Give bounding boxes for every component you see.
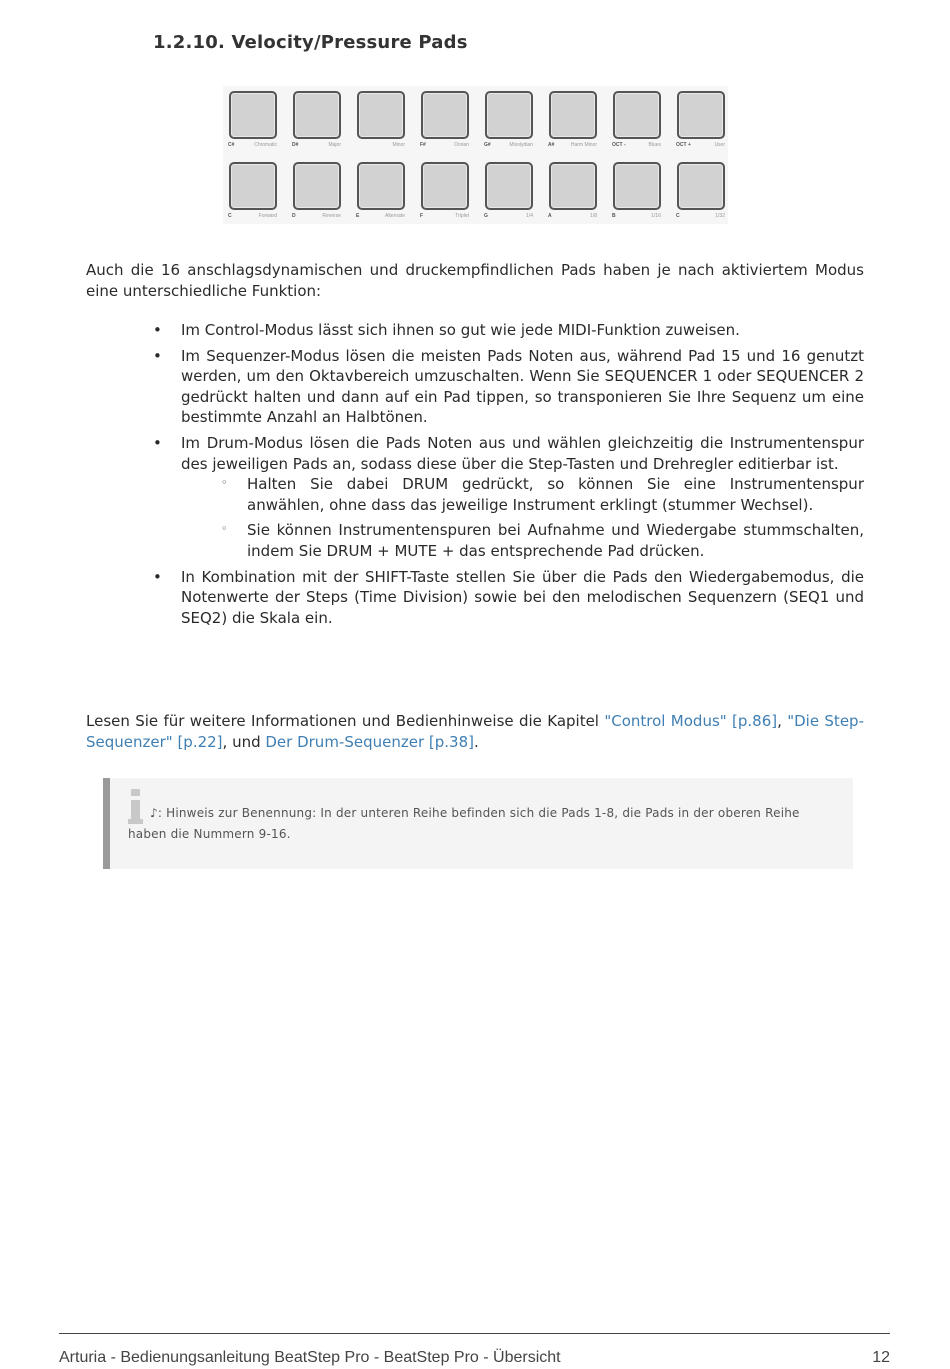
note-symbol: ♪ [150, 806, 158, 820]
pad: F# Dorian [419, 91, 475, 152]
bullet-icon: • [153, 567, 162, 586]
note-text: ♪: Hinweis zur Benennung: In der unteren Reihe befinden sich die Pads 1-8, die Pads in der oberen Reihe haben die Nummern 9-16. [128, 806, 800, 841]
pad: G# Mixolydian [483, 91, 539, 152]
list-item: • Im Sequenzer-Modus lösen die meisten Pads Noten aus, während Pad 15 und 16 genutzt werden, um den Oktavbereich umzuschalten. Wenn Sie SEQUENCER 1 oder SEQUENCER 2 gedrückt halten und dann auf ein Pad tippen, so transponieren Sie Ihre Sequenz um eine bestimmte Anzahl an Halbtönen. [153, 346, 864, 427]
list-item: • Im Control-Modus lässt sich ihnen so gut wie jede MIDI-Funktion zuweisen. [153, 321, 740, 339]
bullet-icon: • [153, 321, 162, 339]
footer-divider [59, 1333, 890, 1334]
pad: D Reverse [291, 162, 347, 223]
sub-list-item: ◦ Halten Sie dabei DRUM gedrückt, so können Sie eine Instrumentenspur anwählen, ohne dass das jeweilige Instrument erklingt (stummer Wechsel). [221, 475, 864, 514]
pad: C Forward [227, 162, 283, 223]
section-heading: 1.2.10. Velocity/Pressure Pads [153, 32, 468, 53]
pad: G 1/4 [483, 162, 539, 223]
pad: OCT - Blues [611, 91, 667, 152]
pad: E Alternate [355, 162, 411, 223]
pads-figure [223, 86, 728, 224]
pad: A 1/8 [547, 162, 603, 223]
pad: OCT + User [675, 91, 731, 152]
pad: F Triplet [419, 162, 475, 223]
footer-title: Arturia - Bedienungsanleitung BeatStep Pro - BeatStep Pro - Übersicht [59, 1349, 561, 1366]
mode-list [153, 320, 864, 628]
pad: A# Harm Minor [547, 91, 603, 152]
note-box [103, 778, 853, 869]
list-item: • In Kombination mit der SHIFT-Taste stellen Sie über die Pads den Wiedergabemodus, die Notenwerte der Steps (Time Division) sowie bei den melodischen Sequenzern (SEQ1 und SEQ2) die Skala ein. [153, 567, 864, 627]
link-step-sequenzer[interactable]: "Die Step-Sequenzer" [p.22] [86, 712, 864, 751]
pad: B 1/16 [611, 162, 667, 223]
link-control-modus[interactable]: "Control Modus" [p.86] [604, 712, 778, 730]
bullet-icon: • [153, 346, 162, 365]
page-number: 12 [872, 1349, 890, 1366]
references-paragraph: Lesen Sie für weitere Informationen und Bedienhinweise die Kapitel "Control Modus" [p.86], "Die Step-Sequenzer" [p.22], und Der Drum-Sequenzer [p.38]. [86, 712, 864, 751]
intro-paragraph: Auch die 16 anschlagsdynamischen und druckempfindlichen Pads haben je nach aktiviertem Modus eine unterschiedliche Funktion: [86, 261, 864, 300]
bullet-icon: • [153, 433, 162, 452]
pad: Minor [355, 91, 411, 152]
pad: C 1/32 [675, 162, 731, 223]
list-item: • Im Drum-Modus lösen die Pads Noten aus und wählen gleichzeitig die Instrumentenspur des jeweiligen Pads an, sodass diese über die Step-Tasten und Drehregler editierbar ist. [153, 433, 864, 473]
link-drum-sequenzer[interactable]: Der Drum-Sequenzer [p.38] [265, 732, 474, 751]
sub-list-item: ◦ Sie können Instrumentenspuren bei Aufnahme und Wiedergabe stummschalten, indem Sie DRUM + MUTE + das entsprechende Pad drücken. [221, 521, 864, 560]
sub-bullet-icon: ◦ [221, 522, 228, 536]
pad: C# Chromatic [227, 91, 283, 152]
pad: D# Major [291, 91, 347, 152]
sub-bullet-icon: ◦ [221, 476, 228, 490]
